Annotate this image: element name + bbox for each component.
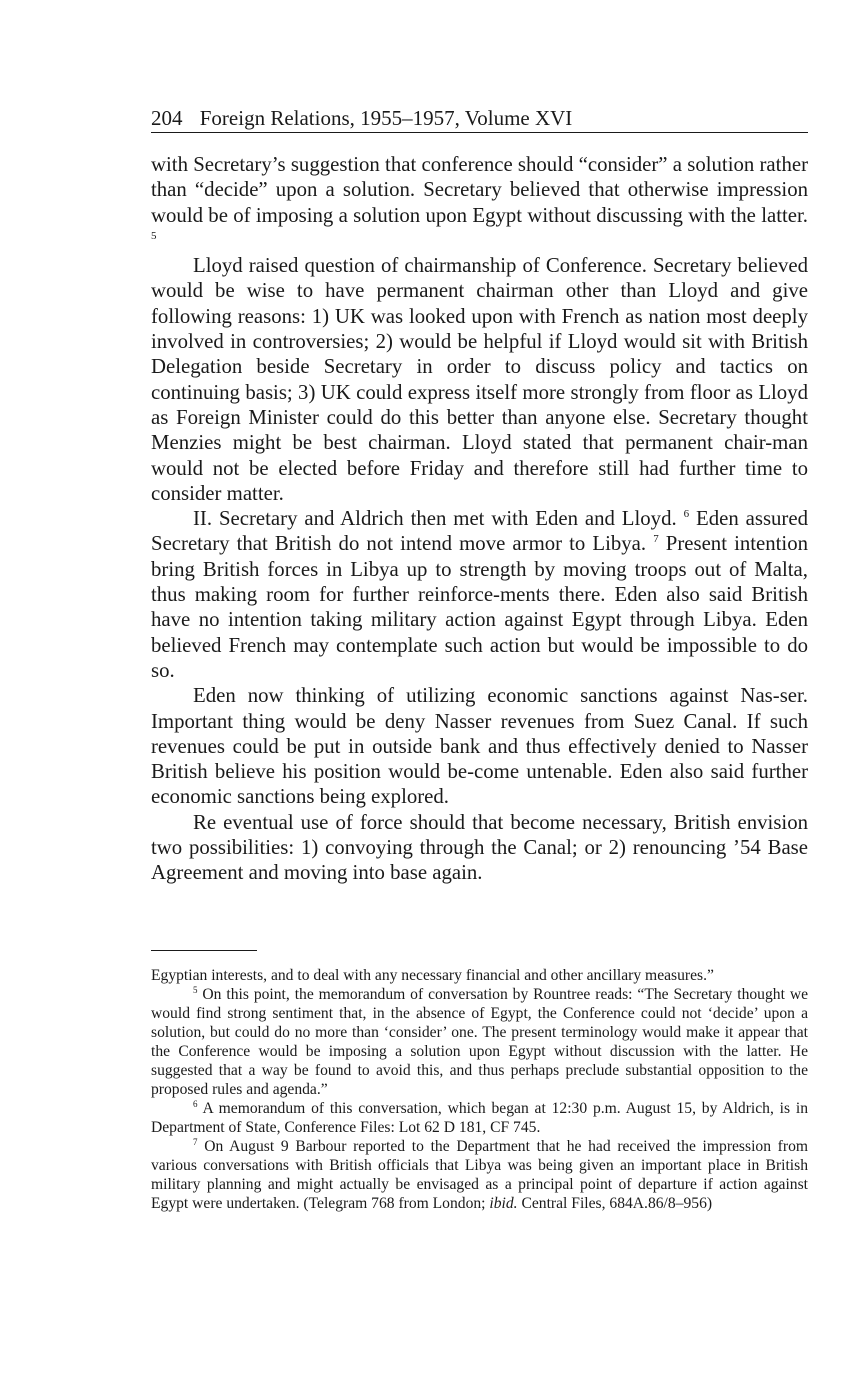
footnotes bbox=[151, 966, 808, 1213]
paragraph-5-text: Re eventual use of force should that become necessary, British envision two possibilities: 1) convoying through the Canal; or 2) renouncing ’54 Base Agreement and moving into base again. bbox=[151, 810, 808, 885]
footnote-5-text: On this point, the memorandum of conversation by Rountree reads: “The Secretary thought we would find strong sentiment that, in the absence of Egypt, the Conference could not ‘decide’ upon a solution, but could do no more than ‘consider’ one. The present terminology would make it appear that the Conference would be imposing a solution upon Egypt without discussion with the latter. He suggested that a way be found to avoid this, and thus perhaps preclude substantial opposition to the proposed rules and agenda.” bbox=[151, 986, 808, 1098]
paragraph-3-text-a: II. Secretary and Aldrich then met with Eden and Lloyd. bbox=[193, 507, 677, 531]
footnote-7-ibid: ibid. bbox=[489, 1195, 518, 1212]
footnote-ref-6[interactable]: 6 bbox=[683, 508, 690, 521]
footnote-continuation-text: Egyptian interests, and to deal with any necessary financial and other ancillary measures.” bbox=[151, 967, 714, 984]
footnote-continuation bbox=[151, 966, 808, 985]
footnote-5-number: 5 bbox=[193, 984, 198, 995]
footnote-6-number: 6 bbox=[193, 1098, 198, 1109]
footnote-separator bbox=[151, 950, 257, 951]
paragraph-1 bbox=[151, 152, 808, 253]
paragraph-4-text: Eden now thinking of utilizing economic sanctions against Nas-ser. Important thing would be deny Nasser revenues from Suez Canal. If such revenues could be put in outside bank and thus effectively denied to Nasser British believe his position would be-come untenable. Eden also said further economic sanctions being explored. bbox=[151, 684, 808, 809]
paragraph-3-text-b: Eden assured Secretary that British do not intend move armor to Libya. bbox=[151, 507, 808, 556]
footnote-6 bbox=[151, 1099, 808, 1137]
paragraph-3 bbox=[151, 506, 808, 683]
paragraph-2 bbox=[151, 253, 808, 506]
main-text bbox=[151, 152, 808, 886]
footnote-6-text: A memorandum of this conversation, which began at 12:30 p.m. August 15, by Aldrich, is in Department of State, Conference Files: Lot 62 D 181, CF 745. bbox=[151, 1100, 808, 1136]
page-number: 204 bbox=[151, 106, 183, 130]
paragraph-2-text: Lloyd raised question of chairmanship of Conference. Secretary believed would be wise to have permanent chairman other than Lloyd and give following reasons: 1) UK was looked upon with French as nation most deeply involved in controversies; 2) would be helpful if Lloyd would sit with British Delegation beside Secretary in order to discuss policy and tactics on continuing basis; 3) UK could express itself more strongly from floor as Lloyd as Foreign Minister could do this better than anyone else. Secretary thought Menzies might be best chairman. Lloyd stated that permanent chair-man would not be elected before Friday and therefore still had further time to consider matter. bbox=[151, 254, 808, 505]
running-header bbox=[151, 106, 808, 133]
paragraph-4 bbox=[151, 683, 808, 809]
footnote-7-number: 7 bbox=[193, 1136, 198, 1147]
footnote-7 bbox=[151, 1137, 808, 1213]
footnote-7-text-b: Central Files, 684A.86/8–956) bbox=[521, 1195, 713, 1212]
footnote-ref-5[interactable]: 5 bbox=[151, 229, 157, 242]
volume-title: Foreign Relations, 1955–1957, Volume XVI bbox=[199, 106, 573, 130]
paragraph-5 bbox=[151, 810, 808, 886]
footnote-7-text-a: On August 9 Barbour reported to the Department that he had received the impression from various conversations with British officials that Libya was being given an important place in British military planning and might actually be envisaged as a principal point of departure if action against Egypt were undertaken. (Telegram 768 from London; bbox=[151, 1138, 808, 1212]
paragraph-1-text: with Secretary’s suggestion that conference should “consider” a solution rather than “decide” upon a solution. Secretary believed that otherwise impression would be of imposing a solution upon Egypt without discussing with the latter. bbox=[151, 153, 808, 227]
paragraph-3-text-c: Present intention bring British forces in Libya up to strength by moving troops out of Malta, thus making room for further reinforce-ments there. Eden also said British have no intention taking military action against Egypt through Libya. Eden believed French may contemplate such action but would be impossible to do so. bbox=[151, 532, 809, 682]
footnote-ref-7[interactable]: 7 bbox=[653, 533, 659, 546]
footnote-5 bbox=[151, 985, 808, 1099]
